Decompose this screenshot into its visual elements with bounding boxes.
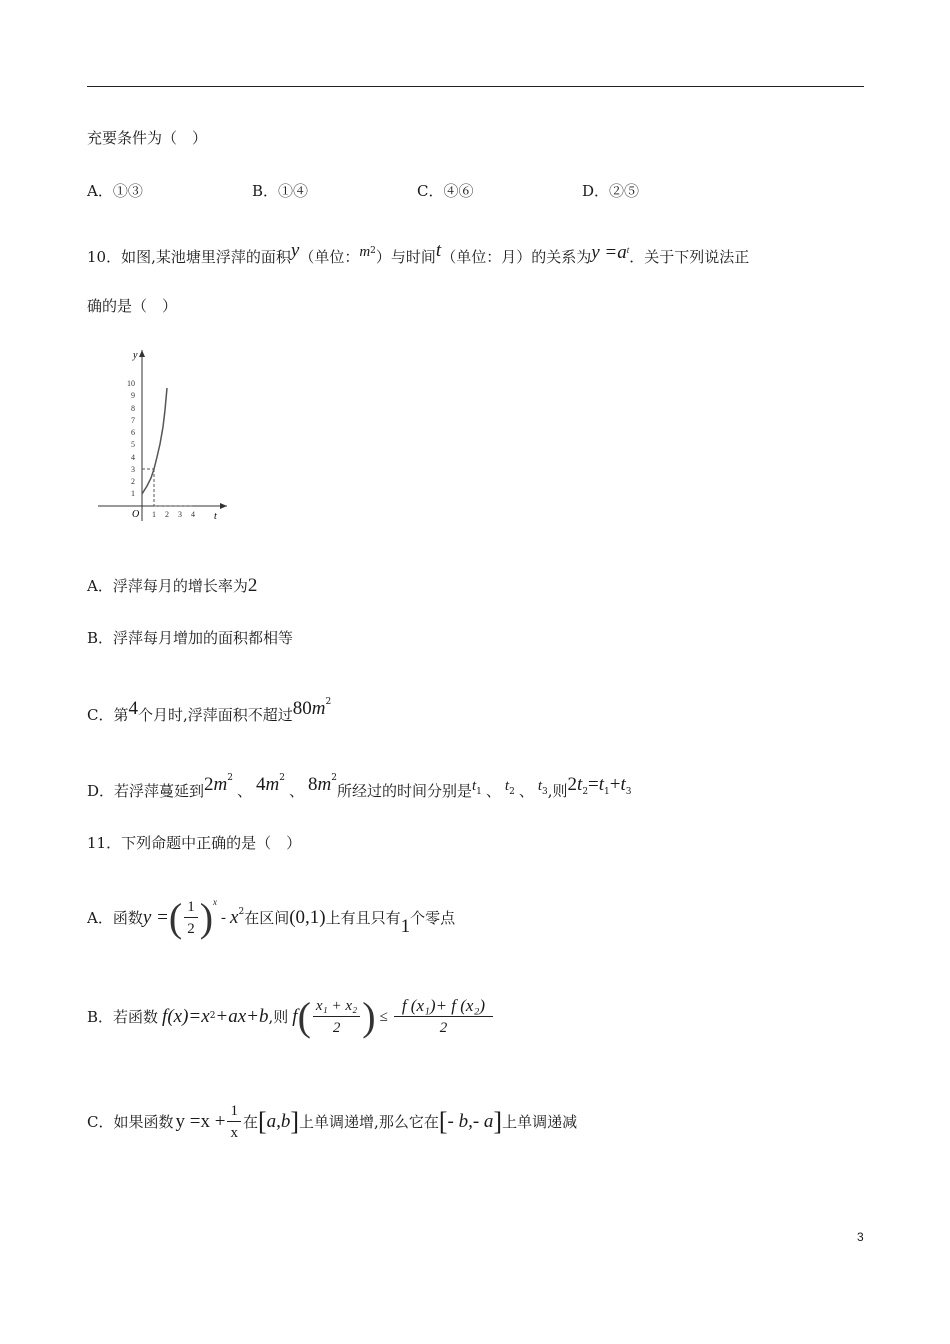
growth-curve [142, 388, 167, 494]
y-tick-10: 10 [127, 379, 135, 388]
q10-option-b[interactable]: B．浮萍每月增加的面积都相等 [87, 629, 294, 647]
q10-option-d[interactable]: D．若浮萍蔓延到$2m^2$、 $4m^2$、 $8m^2$所经过的时间分别是$t^1$ 、 $t^2$ 、 $t^3$,则$2t^2=t^1+t^3$ [87, 773, 632, 800]
q9-option-c[interactable]: C．④⑥ [417, 182, 474, 200]
y-tick-5: 5 [131, 440, 135, 449]
graph-origin: O [132, 509, 140, 520]
x-tick-2: 2 [165, 510, 169, 519]
x-tick-1: 1 [152, 510, 156, 519]
q11-stem: 11．下列命题中正确的是（ ） [87, 834, 302, 852]
y-tick-7: 7 [131, 416, 135, 425]
page-number: 3 [857, 1230, 864, 1244]
y-tick-8: 8 [131, 404, 135, 413]
q10-option-c[interactable]: C．第4个月时,浮萍面积不超过$80m^2$ [87, 697, 332, 724]
q9-options [87, 181, 747, 201]
y-tick-3: 3 [131, 465, 135, 474]
q10-graph [95, 345, 230, 525]
y-tick-9: 9 [131, 391, 135, 400]
y-tick-2: 2 [131, 477, 135, 486]
q9-option-b[interactable]: B．①④ [252, 182, 309, 200]
q9-tail: 充要条件为（ ） [87, 129, 208, 147]
header-rule [87, 86, 864, 87]
q10-stem: 10．如图,某池塘里浮萍的面积y（单位：$m^2$）与时间t（单位：月）的关系为$y =a^t$．关于下列说法正 [87, 240, 750, 266]
q11-option-a[interactable]: A． 函数 y = ( $\frac{1}{2}$ ) x - x 2 在区间 (0,1) 上有且只有 1 个零点 [87, 895, 456, 940]
x-tick-3: 3 [178, 510, 182, 519]
q11-option-b[interactable]: B． 若函数 f (x) =x 2 +ax+b ,则 f ( $\frac{\text{x₁ + x₂}}{2}$ ) ≤ $\frac{\text{f (x₁)+ f (x₂)}}{2}$ [87, 982, 495, 1052]
q11-option-c[interactable]: C． 如果函数 y =x + $\frac{1}{x}$ 在 [ a,b ] 上单调递增,那么它在 [ - b,- a ] 上单调递减 [87, 1102, 578, 1141]
graph-y-label: y [133, 350, 138, 361]
x-tick-4: 4 [191, 510, 195, 519]
y-tick-6: 6 [131, 428, 135, 437]
y-tick-4: 4 [131, 453, 135, 462]
q9-option-d[interactable]: D．②⑤ [582, 182, 640, 200]
y-tick-1: 1 [131, 489, 135, 498]
graph-x-label: t [214, 511, 217, 522]
q10-option-a[interactable]: A．浮萍每月的增长率为2 [87, 575, 258, 596]
q10-stem-cont: 确的是（ ） [87, 297, 178, 315]
q9-option-a[interactable]: A．①③ [87, 182, 143, 200]
